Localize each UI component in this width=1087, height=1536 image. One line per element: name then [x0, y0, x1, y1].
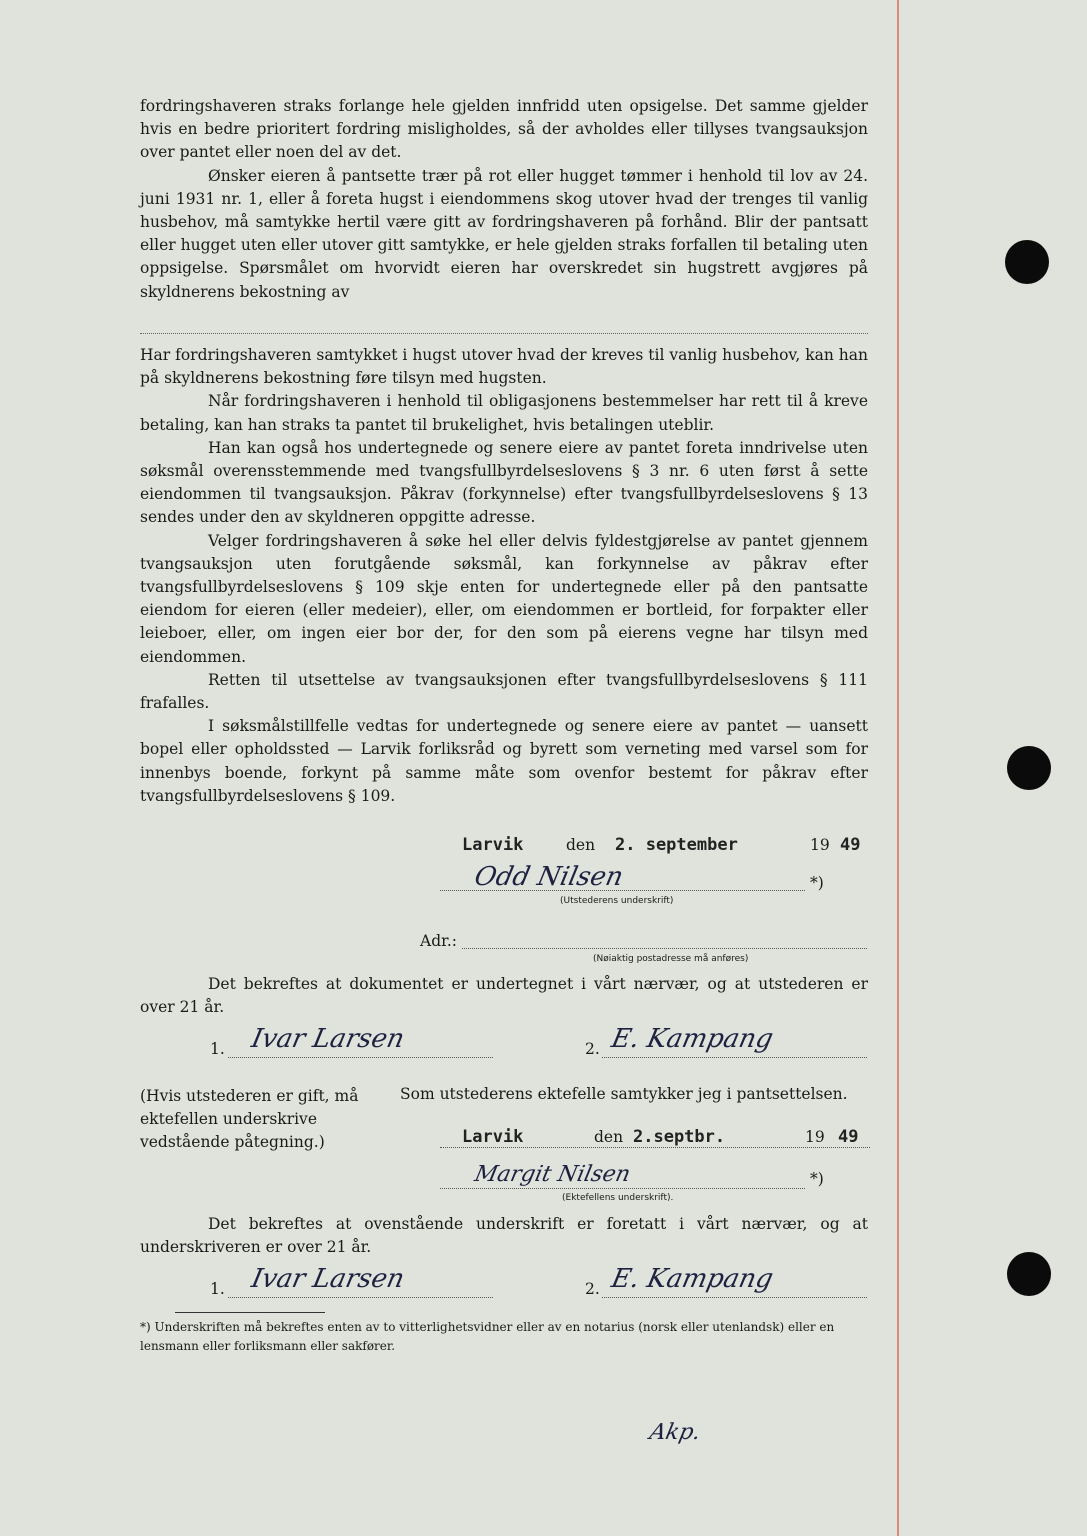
year-prefix: 19 — [805, 1128, 825, 1146]
witness-statement — [140, 1213, 868, 1259]
paragraph: Ønsker eieren å pantsette trær på rot eller hugget tømmer i henhold til lov av 24. juni 1931 nr. 1, eller å foreta hugst i eiendommens skog utover hvad der trenges til vanlig husbehov, må samtykke hertil være gitt av fordringshaveren på forhånd. Blir der pantsatt eller hugget uten eller utover gitt samtykke, er hele gjelden straks forfallen til betaling uten oppsigelse. Spørsmålet om hvorvidt eieren har overskredet sin hugstrett avgjøres på skyldnerens bekostning av — [140, 166, 868, 301]
asterisk: *) — [810, 1170, 824, 1188]
initials: Akp. — [647, 1420, 703, 1445]
footnote-rule — [175, 1312, 325, 1313]
spouse-year: 49 — [838, 1127, 859, 1147]
clause-block-top — [140, 95, 868, 304]
spouse-date: 2.septbr. — [633, 1127, 726, 1147]
binder-hole — [1007, 1252, 1051, 1296]
witness-signature: Ivar Larsen — [248, 1264, 408, 1294]
date-line — [440, 1147, 870, 1148]
signing-date: 2. september — [615, 835, 738, 855]
clause-block-main — [140, 344, 868, 808]
witness-number: 2. — [585, 1040, 600, 1058]
witness-number: 1. — [210, 1040, 225, 1058]
adr-label: Adr.: — [420, 932, 457, 950]
paragraph: Når fordringshaveren i henhold til obligasjonens bestemmelser har rett til å kreve betaling, kan han straks ta pantet til brukelighet, hvis betalingen uteblir. — [140, 392, 868, 434]
witness-statement — [140, 973, 868, 1019]
asterisk: *) — [810, 874, 824, 892]
footnote: *) Underskriften må bekreftes enten av to vitterlighetsvidner eller av en notarius (norsk eller utenlandsk) eller en lensmann eller forliksmann eller sakfører. — [140, 1320, 835, 1353]
binder-hole — [1005, 240, 1049, 284]
year-prefix: 19 — [810, 836, 830, 854]
witness-line — [228, 1297, 493, 1298]
witness-text: Det bekreftes at ovenstående underskrift er foretatt i vårt nærvær, og at underskriveren er over 21 år. — [140, 1215, 868, 1257]
signature-line — [440, 890, 805, 891]
signing-place: Larvik — [462, 835, 524, 855]
paragraph: Har fordringshaveren samtykket i hugst utover hvad der kreves til vanlig husbehov, kan han på skyldnerens bekostning føre tilsyn med hugsten. — [140, 346, 868, 388]
margin-rule — [897, 0, 899, 1536]
spouse-consent: Som utstederens ektefelle samtykker jeg i pantsettelsen. — [400, 1085, 848, 1103]
paragraph: fordringshaveren straks forlange hele gjelden innfridd uten opsigelse. Det samme gjelder hvis en bedre prioritert fordring misligholdes, så der avholdes eller tillyses tvangsauksjon over pantet eller noen del av det. — [140, 97, 868, 162]
witness-signature: E. Kampang — [608, 1264, 776, 1294]
signature-line — [440, 1188, 805, 1189]
issuer-signature: Odd Nilsen — [471, 862, 626, 892]
spouse-signature: Margit Nilsen — [472, 1162, 633, 1187]
spouse-caption: (Ektefellens underskrift). — [562, 1193, 674, 1203]
blank-line — [140, 333, 868, 334]
spouse-place: Larvik — [462, 1127, 524, 1147]
paragraph: Han kan også hos undertegnede og senere eiere av pantet foreta inndrivelse uten søksmål overensstemmende med tvangsfullbyrdelseslovens § 3 nr. 6 uten først å sette eiendommen til tvangsauksjon. Påkrav (forkynnelse) efter tvangsfullbyrdelseslovens § 13 sendes under den av skyldneren oppgitte adresse. — [140, 438, 868, 527]
paragraph: Velger fordringshaveren å søke hel eller delvis fyldestgjørelse av pantet gjennem tvangsauksjon uten forutgående søksmål, kan forkynnelse av påkrav efter tvangsfullbyrdelseslovens § 109 skje enten for undertegnede eller på den pantsatte eiendom for eieren (eller medeier), eller, om eiendommen er bortleid, for forpakter eller leieboer, eller, om ingen eier bor der, for den som på eierens vegne har tilsyn med eiendommen. — [140, 531, 868, 666]
address-line — [462, 948, 867, 949]
paragraph: Retten til utsettelse av tvangsauksjonen efter tvangsfullbyrdelseslovens § 111 frafalles. — [140, 670, 868, 713]
witness-number: 2. — [585, 1280, 600, 1298]
signing-year: 49 — [840, 835, 861, 855]
den-label: den — [566, 836, 596, 854]
witness-signature: Ivar Larsen — [248, 1024, 408, 1054]
spouse-note: (Hvis utstederen er gift, må ektefellen underskrive vedstående påtegning.) — [140, 1087, 359, 1151]
binder-hole — [1007, 746, 1051, 790]
witness-line — [228, 1057, 493, 1058]
witness-text: Det bekreftes at dokumentet er undertegnet i vårt nærvær, og at utstederen er over 21 år. — [140, 975, 868, 1017]
paragraph: I søksmålstillfelle vedtas for undertegnede og senere eiere av pantet — uansett bopel eller opholdssted — Larvik forliksråd og byrett som verneting med varsel som for innenbys boende, forkynt på samme måte som ovenfor bestemt for påkrav efter tvangsfullbyrdelseslovens § 109. — [140, 717, 868, 805]
issuer-caption: (Utstederens underskrift) — [560, 896, 674, 906]
den-label: den — [594, 1128, 624, 1146]
witness-line — [602, 1297, 867, 1298]
adr-caption: (Nøiaktig postadresse må anføres) — [593, 954, 749, 964]
witness-signature: E. Kampang — [608, 1024, 776, 1054]
witness-line — [602, 1057, 867, 1058]
witness-number: 1. — [210, 1280, 225, 1298]
